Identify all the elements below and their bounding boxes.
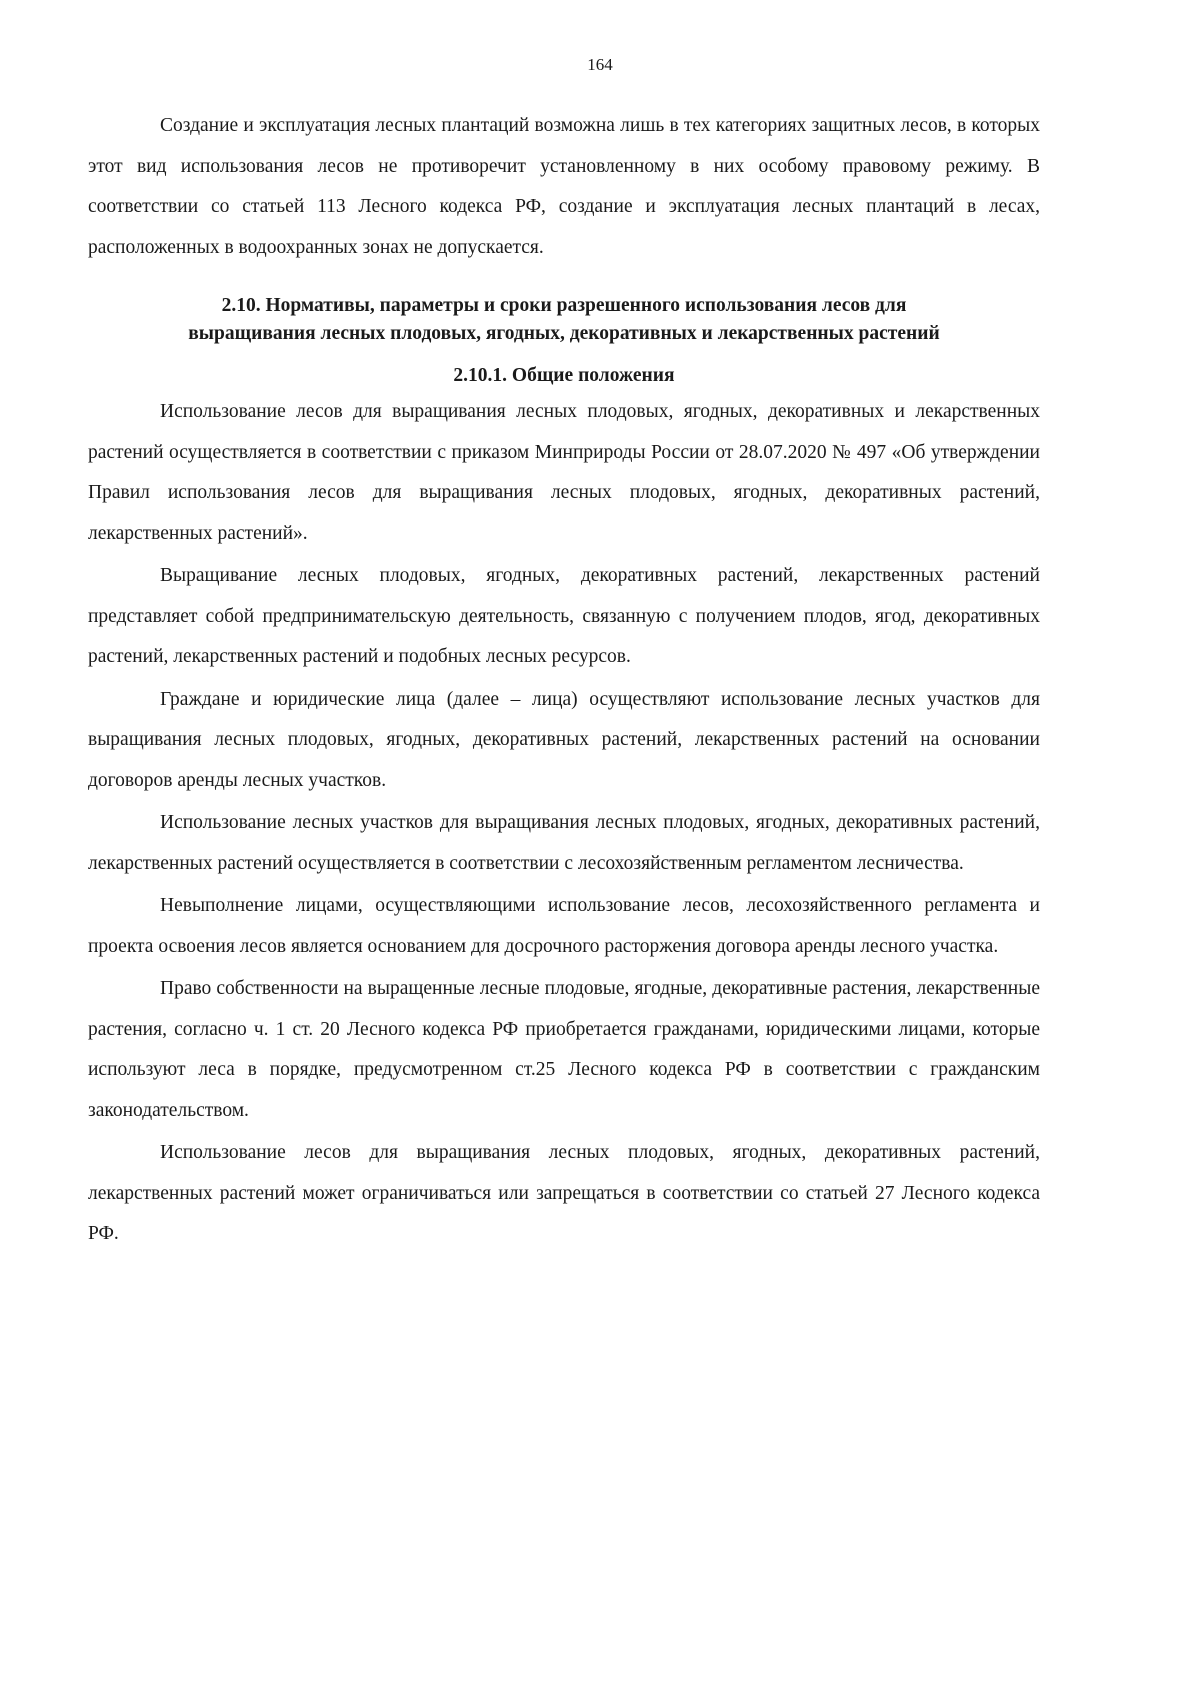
body-paragraph: Использование лесов для выращивания лесных плодовых, ягодных, декоративных и лекарственных растений осуществляется в соответствии с приказом Минприроды России от 28.07.2020 № 497 «Об утверждении Правил использования лесов для выращивания лесных плодовых, ягодных, декоративных растений, лекарственных растений». [88,401,1040,544]
body-paragraph: Право собственности на выращенные лесные плодовые, ягодные, декоративные растения, лекарственные растения, согласно ч. 1 ст. 20 Лесного кодекса РФ приобретается гражданами, юридическими лицами, которые используют леса в порядке, предусмотренном ст.25 Лесного кодекса РФ в соответствии с гражданским законодательством. [88,978,1040,1121]
subsection-heading: 2.10.1. Общие положения [453,365,675,386]
section-heading-line-1: 2.10. Нормативы, параметры и сроки разрешенного использования лесов для [221,295,907,316]
page-number: 164 [587,55,613,74]
section-heading [88,292,1040,348]
body-paragraph: Невыполнение лицами, осуществляющими использование лесов, лесохозяйственного регламента и проекта освоения лесов является основанием для досрочного расторжения договора аренды лесного участка. [88,895,1040,957]
body-paragraph: Выращивание лесных плодовых, ягодных, декоративных растений, лекарственных растений представляет собой предпринимательскую деятельность, связанную с получением плодов, ягод, декоративных растений, лекарственных растений и подобных лесных ресурсов. [88,565,1040,667]
intro-paragraph: Создание и эксплуатация лесных плантаций возможна лишь в тех категориях защитных лесов, в которых этот вид использования лесов не противоречит установленному в них особому правовому режиму. В соответствии со статьей 113 Лесного кодекса РФ, создание и эксплуатация лесных плантаций в лесах, расположенных в водоохранных зонах не допускается. [88,115,1040,258]
body-paragraph: Использование лесов для выращивания лесных плодовых, ягодных, декоративных растений, лекарственных растений может ограничиваться или запрещаться в соответствии со статьей 27 Лесного кодекса РФ. [88,1142,1040,1244]
body-paragraph: Граждане и юридические лица (далее – лица) осуществляют использование лесных участков для выращивания лесных плодовых, ягодных, декоративных растений, лекарственных растений на основании договоров аренды лесных участков. [88,688,1040,791]
section-heading-line-2: выращивания лесных плодовых, ягодных, декоративных и лекарственных растений [188,323,940,344]
body-paragraph: Использование лесных участков для выращивания лесных плодовых, ягодных, декоративных растений, лекарственных растений осуществляется в соответствии с лесохозяйственным регламентом лесничества. [88,812,1040,874]
